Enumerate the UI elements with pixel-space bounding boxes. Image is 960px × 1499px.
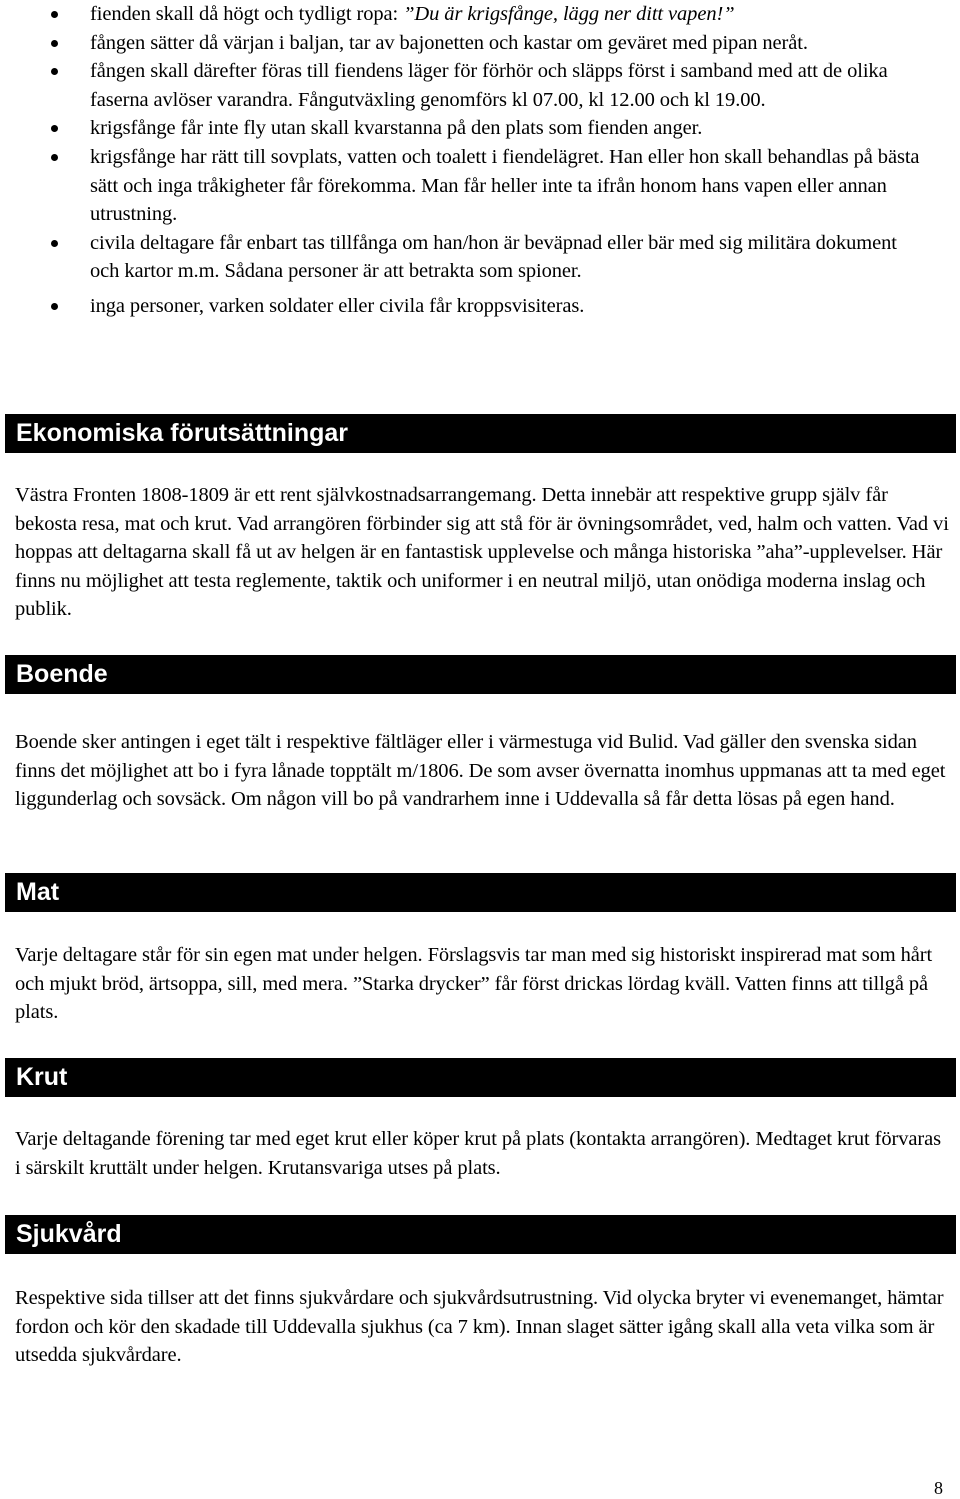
page-number: 8 <box>934 1478 943 1498</box>
list-item <box>0 0 960 29</box>
bullet-text: fienden skall då högt och tydligt ropa: <box>90 3 404 25</box>
bullet-icon <box>51 154 58 161</box>
list-item <box>0 143 960 229</box>
bullet-quote: ”Du är krigsfånge, lägg ner ditt vapen!” <box>403 3 735 25</box>
bullet-text: inga personer, varken soldater eller civila får kroppsvisiteras. <box>90 294 585 317</box>
section-heading-krut: Krut <box>5 1058 956 1097</box>
bullet-text: krigsfånge har rätt till sovplats, vatten och toalett i fiendelägret. Han eller hon skall behandlas på bästa sätt och inga tråkigheter får förekomma. Man får heller inte ta ifrån honom hans vapen eller annan utrustning. <box>90 145 920 226</box>
bullet-icon <box>51 125 58 132</box>
bullet-text: civila deltagare får enbart tas tillfånga om han/hon är beväpnad eller bär med sig militära dokument och kartor m.m. Sådana personer är att betrakta som spioner. <box>90 231 897 283</box>
list-item <box>0 29 960 58</box>
bullet-text: krigsfånge får inte fly utan skall kvarstanna på den plats som fienden anger. <box>90 117 703 140</box>
bullet-icon <box>51 240 58 247</box>
bullet-icon <box>51 40 58 47</box>
rules-bullet-list <box>0 0 960 321</box>
section-body-sjukvard: Respektive sida tillser att det finns sjukvårdare och sjukvårdsutrustning. Vid olycka bryter vi evenemanget, hämtar fordon och kör den skadade till Uddevalla sjukhus (ca 7 km). Innan slaget sätter igång skall alla veta vilka som är utsedda sjukvårdare. <box>15 1287 944 1367</box>
bullet-icon <box>51 68 58 75</box>
section-heading-ekonomi: Ekonomiska förutsättningar <box>5 414 956 453</box>
bullet-text: fången sätter då värjan i baljan, tar av bajonetten och kastar om geväret med pipan neråt. <box>90 31 808 54</box>
section-body-krut: Varje deltagande förening tar med eget krut eller köper krut på plats (kontakta arrangören). Medtaget krut förvaras i särskilt kruttält under helgen. Krutansvariga utses på plats. <box>15 1128 941 1179</box>
section-body-ekonomi: Västra Fronten 1808-1809 är ett rent självkostnadsarrangemang. Detta innebär att respektive grupp själv får bekosta resa, mat och krut. Vad arrangören förbinder sig att stå för är övningsområdet, ved, halm och vatten. Vad vi hoppas att deltagarna skall få ut av helgen är en fantastisk upplevelse och många historiska ”aha”-upplevelser. Här finns nu möjlighet att testa reglemente, taktik och uniformer i en neutral miljö, utan onödiga moderna inslag och publik. <box>15 484 949 621</box>
list-item <box>0 114 960 143</box>
section-heading-mat: Mat <box>5 873 956 912</box>
list-item <box>0 292 960 321</box>
bullet-text: fången skall därefter föras till fiendens läger för förhör och släpps först i samband med att de olika faserna avlöser varandra. Fångutväxling genomförs kl 07.00, kl 12.00 och kl 19.00. <box>90 60 888 111</box>
list-item <box>0 229 960 286</box>
section-body-boende: Boende sker antingen i eget tält i respektive fältläger eller i värmestuga vid Bulid. Vad gäller den svenska sidan finns det möjlighet att bo i fyra lånade topptält m/1806. De som avser övernatta inomhus uppmanas att ta med eget liggunderlag och sovsäck. Om någon vill bo på vandrarhem inne i Uddevalla så får detta lösas på egen hand. <box>15 731 946 811</box>
list-item <box>0 57 960 114</box>
bullet-icon <box>51 303 58 310</box>
section-heading-sjukvard: Sjukvård <box>5 1215 956 1254</box>
bullet-icon <box>51 11 58 18</box>
section-body-mat: Varje deltagare står för sin egen mat under helgen. Förslagsvis tar man med sig historiskt inspirerad mat som hårt och mjukt bröd, ärtsoppa, sill, med mera. ”Starka drycker” får först drickas lördag kväll. Vatten finns att tillgå på plats. <box>15 944 933 1024</box>
section-heading-boende: Boende <box>5 655 956 694</box>
